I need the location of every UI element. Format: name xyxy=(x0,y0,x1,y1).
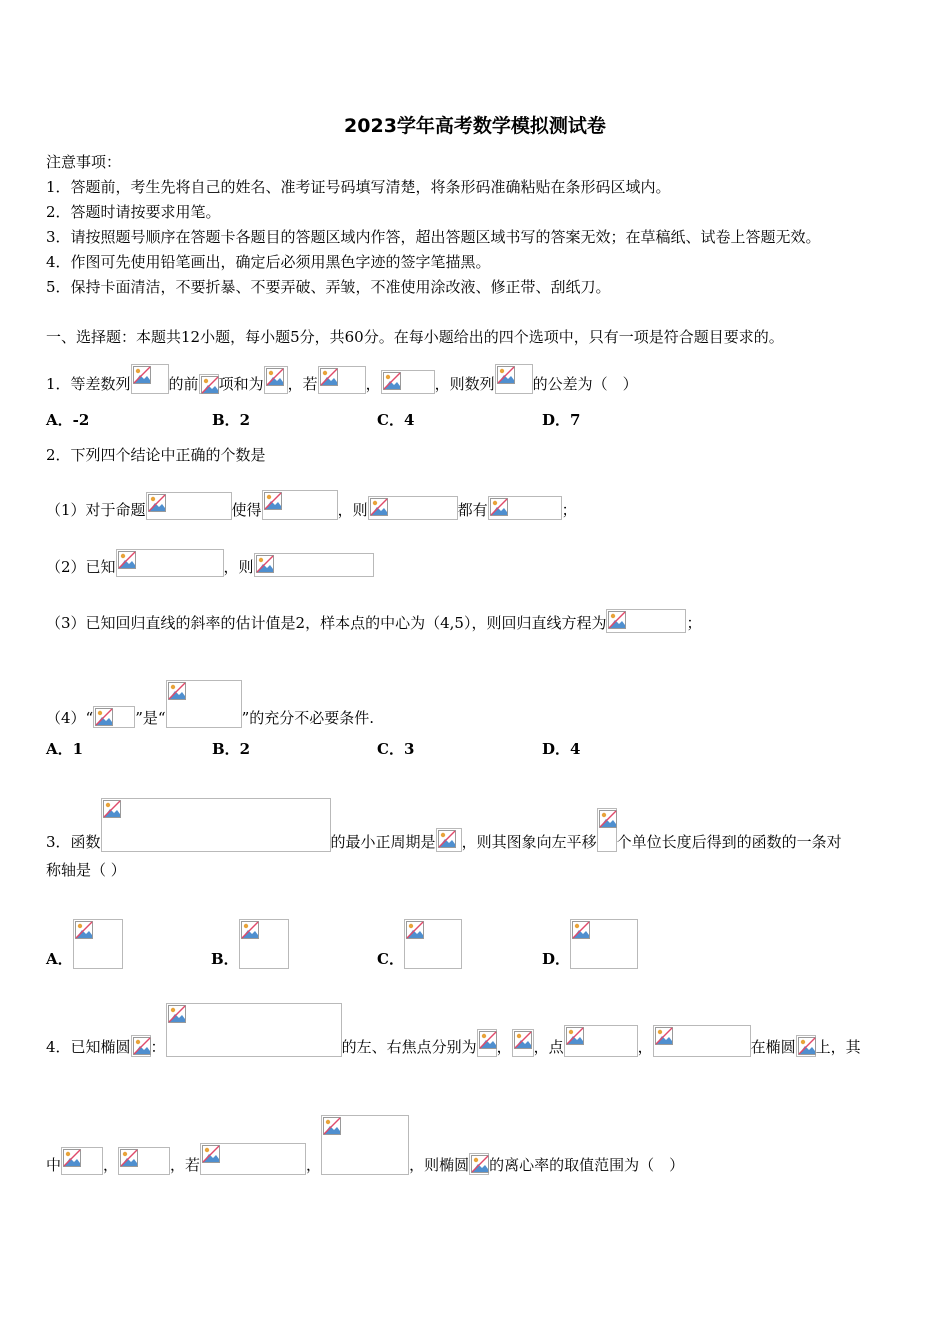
broken-image-icon xyxy=(406,921,424,939)
notice-item-2: 2．答题时请按要求用笔。 xyxy=(46,203,221,221)
q2-option-b: B．2 xyxy=(212,740,251,758)
notice-heading: 注意事项： xyxy=(46,153,122,171)
broken-image-icon xyxy=(63,1149,81,1167)
broken-image-icon xyxy=(118,551,136,569)
q3-option-b: B． xyxy=(211,919,289,969)
q2-statement-4: （4）“ ”是“ ”的充分不必要条件. xyxy=(46,680,374,728)
formula-image xyxy=(404,919,462,969)
broken-image-icon xyxy=(133,366,151,384)
notice-item-1: 1．答题前，考生先将自己的姓名、准考证号码填写清楚，将条形码准确粘贴在条形码区域内。 xyxy=(46,178,671,196)
formula-image xyxy=(564,1025,638,1057)
broken-image-icon xyxy=(168,1005,186,1023)
broken-image-icon xyxy=(241,921,259,939)
broken-image-icon xyxy=(497,366,515,384)
notice-item-5: 5．保持卡面清洁，不要折暴、不要弄破、弄皱，不准使用涂改液、修正带、刮纸刀。 xyxy=(46,278,611,296)
q2-statement-1: （1）对于命题 使得 ，则 都有 ； xyxy=(46,490,577,520)
formula-image xyxy=(262,490,338,520)
broken-image-icon xyxy=(201,376,219,394)
q2-option-c: C．3 xyxy=(377,740,415,758)
formula-image xyxy=(436,828,462,852)
question-4: 4．已知椭圆 ： 的左、右焦点分别为 ， ，点 ， 在椭圆 上，其 xyxy=(46,1003,861,1057)
formula-image xyxy=(477,1029,497,1057)
formula-image xyxy=(166,680,242,728)
formula-image xyxy=(200,1143,306,1175)
formula-image xyxy=(73,919,123,969)
q1-option-c: C．4 xyxy=(377,411,415,429)
formula-image xyxy=(796,1035,816,1057)
formula-image xyxy=(653,1025,751,1057)
broken-image-icon xyxy=(383,372,401,390)
broken-image-icon xyxy=(608,611,626,629)
formula-image xyxy=(118,1147,170,1175)
broken-image-icon xyxy=(256,555,274,573)
q3-option-d: D． xyxy=(542,919,638,969)
formula-image xyxy=(264,366,288,394)
notice-item-3: 3．请按照题号顺序在答题卡各题目的答题区域内作答，超出答题区域书写的答案无效；在草稿纸、试卷上答题无效。 xyxy=(46,228,821,246)
formula-image xyxy=(146,492,232,520)
formula-image xyxy=(597,808,617,852)
broken-image-icon xyxy=(120,1149,138,1167)
formula-image xyxy=(116,549,224,577)
broken-image-icon xyxy=(266,368,284,386)
broken-image-icon xyxy=(264,492,282,510)
broken-image-icon xyxy=(798,1037,816,1055)
formula-image xyxy=(570,919,638,969)
broken-image-icon xyxy=(599,810,617,828)
question-4-cont: 中 ， ，若 ， ，则椭圆 的离心率的取值范围为（ ） xyxy=(46,1115,684,1175)
q3-option-c: C． xyxy=(377,919,462,969)
formula-image xyxy=(381,370,435,394)
formula-image xyxy=(254,553,374,577)
broken-image-icon xyxy=(514,1031,532,1049)
formula-image xyxy=(239,919,289,969)
formula-image xyxy=(93,706,135,728)
formula-image xyxy=(488,496,562,520)
broken-image-icon xyxy=(148,494,166,512)
q1-option-b: B．2 xyxy=(212,411,251,429)
formula-image xyxy=(131,1035,151,1057)
q1-option-a: A．-2 xyxy=(46,411,90,429)
formula-image xyxy=(512,1029,534,1057)
q2-option-d: D．4 xyxy=(542,740,581,758)
formula-image xyxy=(131,364,169,394)
broken-image-icon xyxy=(133,1037,151,1055)
broken-image-icon xyxy=(320,368,338,386)
q2-statement-2: （2）已知 ，则 xyxy=(46,549,374,577)
question-3-cont: 称轴是（ ） xyxy=(46,861,126,879)
notice-item-4: 4．作图可先使用铅笔画出，确定后必须用黑色字迹的签字笔描黑。 xyxy=(46,253,491,271)
broken-image-icon xyxy=(202,1145,220,1163)
formula-image xyxy=(318,366,366,394)
question-1: 1．等差数列 的前 项和为 ，若 ， ，则数列 的公差为（ ） xyxy=(46,364,638,394)
page-title: 2023学年高考数学模拟测试卷 xyxy=(344,115,606,137)
q2-statement-3: （3）已知回归直线的斜率的估计值是2，样本点的中心为（4,5），则回归直线方程为 ； xyxy=(46,609,701,633)
broken-image-icon xyxy=(471,1155,489,1173)
formula-image xyxy=(199,374,219,394)
section-heading: 一、选择题：本题共12小题，每小题5分，共60分。在每小题给出的四个选项中，只有一项是符合题目要求的。 xyxy=(46,328,784,346)
broken-image-icon xyxy=(103,800,121,818)
broken-image-icon xyxy=(572,921,590,939)
q3-option-a: A． xyxy=(46,919,123,969)
broken-image-icon xyxy=(655,1027,673,1045)
question-3: 3．函数 的最小正周期是 ，则其图象向左平移 个单位长度后得到的函数的一条对 xyxy=(46,798,842,852)
broken-image-icon xyxy=(95,708,113,726)
broken-image-icon xyxy=(168,682,186,700)
q2-option-a: A．1 xyxy=(46,740,84,758)
broken-image-icon xyxy=(323,1117,341,1135)
broken-image-icon xyxy=(370,498,388,516)
formula-image xyxy=(606,609,686,633)
formula-image xyxy=(61,1147,103,1175)
broken-image-icon xyxy=(438,830,456,848)
formula-image xyxy=(495,364,533,394)
broken-image-icon xyxy=(566,1027,584,1045)
question-2-stem: 2．下列四个结论中正确的个数是 xyxy=(46,446,266,464)
formula-image xyxy=(166,1003,342,1057)
q1-option-d: D．7 xyxy=(542,411,581,429)
formula-image xyxy=(321,1115,409,1175)
formula-image xyxy=(101,798,331,852)
formula-image xyxy=(368,496,458,520)
broken-image-icon xyxy=(490,498,508,516)
broken-image-icon xyxy=(479,1031,497,1049)
broken-image-icon xyxy=(75,921,93,939)
formula-image xyxy=(469,1153,489,1175)
